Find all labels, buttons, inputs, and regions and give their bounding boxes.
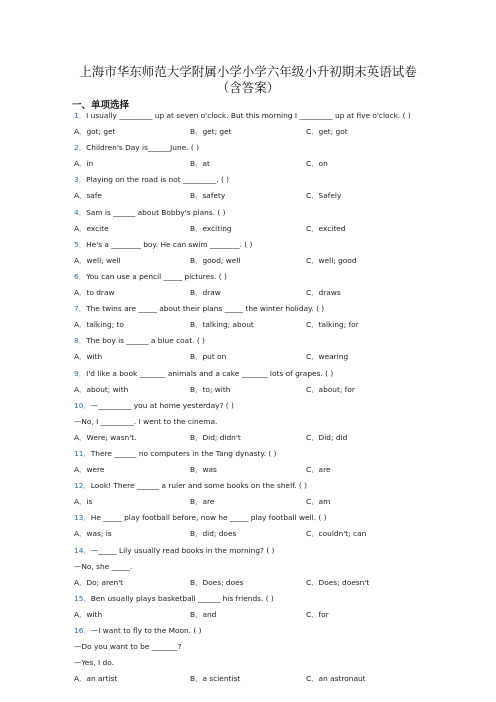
question-text: Children's Day is______June. ( ) — [86, 143, 200, 153]
question-text: The twins are _____ about their plans _____ the winter holiday. ( ) — [86, 304, 325, 314]
option-c: C．about; for — [306, 384, 355, 394]
option-a: A．safe — [74, 191, 102, 201]
option-c: C．wearing — [306, 352, 349, 362]
options-row — [74, 494, 434, 510]
option-b: B．to; with — [190, 384, 231, 394]
question-stem — [74, 205, 434, 221]
option-b: B．talking; about — [190, 320, 254, 330]
options-row — [74, 526, 434, 542]
option-c: C．am — [306, 497, 331, 507]
option-a: A．with — [74, 609, 103, 619]
option-c: C．Safely — [306, 191, 342, 201]
question-number: 1． — [74, 111, 87, 120]
option-c: C．get; got — [306, 127, 348, 137]
question-stem — [74, 446, 434, 462]
options-row — [74, 221, 434, 237]
option-c: C．draws — [306, 288, 341, 298]
option-a: A．were — [74, 465, 105, 475]
question-list — [74, 108, 434, 687]
question-stem — [74, 301, 434, 317]
section-heading: 一、单项选择 — [72, 100, 130, 111]
option-a: A．well; well — [74, 255, 121, 265]
option-b: B．get; get — [190, 127, 232, 137]
options-row — [74, 671, 434, 687]
option-b: B．Did; didn't — [190, 432, 241, 442]
option-c: C．for — [306, 609, 329, 619]
option-b: B．at — [190, 159, 210, 169]
option-a: A．in — [74, 159, 94, 169]
question-text: Playing on the road is not _________. ( ) — [86, 175, 230, 185]
question-stem — [74, 510, 434, 526]
option-c: C．are — [306, 465, 331, 475]
question-stem — [74, 140, 434, 156]
options-row — [74, 124, 434, 140]
question-number: 10． — [74, 400, 91, 410]
option-a: A．Were; wasn't. — [74, 432, 137, 442]
question-text: He _____ play football before, now he _____ play football well. ( ) — [90, 513, 327, 523]
dialogue-line: —No, I _________. I went to the cinema. — [74, 416, 218, 426]
options-row — [74, 156, 434, 172]
page-title: 上海市华东师范大学附属小学小学六年级小升初期末英语试卷 — [79, 64, 417, 79]
options-row — [74, 349, 434, 365]
dialogue-line: —No, she _____. — [74, 561, 133, 571]
question-text: —_____ Lily usually read books in the morning? ( ) — [90, 545, 275, 555]
option-c: C．on — [306, 159, 328, 169]
question-text: —_________ you at home yesterday? ( ) — [90, 400, 234, 410]
option-a: A．talking; to — [74, 320, 124, 330]
option-b: B．draw — [190, 288, 221, 298]
dialogue-line: —Do you want to be _______? — [74, 642, 182, 652]
question-number: 11． — [74, 448, 91, 458]
option-b: B．good; well — [190, 255, 241, 265]
options-row — [74, 607, 434, 623]
option-a: A．to draw — [74, 288, 115, 298]
option-b: B．safety — [190, 191, 226, 201]
question-number: 16． — [74, 626, 91, 635]
question-stem — [74, 269, 434, 285]
question-text: I'd like a book _______ animals and a cake _______ lots of grapes. ( ) — [86, 368, 334, 378]
question-text: You can use a pencil _____ pictures. ( ) — [86, 271, 227, 281]
question-stem — [74, 591, 434, 607]
option-b: B．put on — [190, 352, 227, 362]
option-a: A．Do; aren't — [74, 577, 124, 587]
option-c: C．couldn't; can — [306, 529, 367, 539]
page-subtitle: （含答案） — [216, 80, 280, 95]
question-number: 3． — [74, 175, 87, 185]
question-stem — [74, 478, 434, 494]
options-row — [74, 317, 434, 333]
question-number: 8． — [74, 336, 87, 346]
question-number: 15． — [74, 593, 91, 603]
question-number: 6． — [74, 271, 87, 281]
question-number: 7． — [74, 304, 87, 314]
option-c: C．well; good — [306, 255, 357, 265]
option-a: A．with — [74, 352, 103, 362]
option-b: B．a scientist — [190, 674, 241, 684]
question-stem — [74, 623, 434, 639]
option-a: A．is — [74, 497, 93, 507]
question-text: The boy is ______ a blue coat. ( ) — [86, 336, 205, 346]
question-stem — [74, 398, 434, 414]
option-b: B．did; does — [190, 529, 237, 539]
option-a: A．an artist — [74, 674, 118, 684]
options-row — [74, 575, 434, 591]
option-a: A．excite — [74, 223, 109, 233]
option-b: B．Does; does — [190, 577, 244, 587]
question-number: 9． — [74, 368, 87, 378]
options-row — [74, 430, 434, 446]
question-text: He's a ________ boy. He can swim ________. ( ) — [86, 239, 253, 249]
dialogue-line: —Yes, I do. — [74, 658, 114, 668]
question-stem — [74, 543, 434, 559]
options-row — [74, 462, 434, 478]
question-stem — [74, 333, 434, 349]
option-b: B．and — [190, 609, 217, 619]
question-number: 14． — [74, 545, 91, 555]
question-number: 2． — [74, 143, 87, 153]
options-row — [74, 253, 434, 269]
option-a: A．about; with — [74, 384, 129, 394]
question-text: —I want to fly to the Moon. ( ) — [90, 626, 202, 635]
option-b: B．was — [190, 465, 217, 475]
options-row — [74, 285, 434, 301]
option-a: A．was; is — [74, 529, 112, 539]
question-stem — [74, 366, 434, 382]
question-text: Look! There ______ a ruler and some books on the shelf. ( ) — [90, 481, 308, 491]
question-number: 13． — [74, 513, 91, 523]
question-stem — [74, 172, 434, 188]
option-b: B．are — [190, 497, 215, 507]
options-row — [74, 188, 434, 204]
option-c: C．Did; did — [306, 432, 348, 442]
question-stem — [74, 108, 434, 124]
option-c: C．excited — [306, 223, 346, 233]
question-stem — [74, 237, 434, 253]
question-text: There ______ no computers in the Tang dynasty. ( ) — [90, 448, 277, 458]
option-c: C．talking; for — [306, 320, 359, 330]
question-number: 12． — [74, 481, 91, 491]
question-text: Ben usually plays basketball ______ his friends. ( ) — [90, 593, 274, 603]
question-number: 5． — [74, 239, 87, 249]
options-row — [74, 382, 434, 398]
option-b: B．exciting — [190, 223, 232, 233]
question-number: 4． — [74, 207, 87, 217]
option-a: A．got; get — [74, 127, 116, 137]
option-c: C．an astronaut — [306, 674, 366, 684]
question-text: I usually _________ up at seven o'clock. But this morning I _________ up at five o'clock. ( ) — [86, 111, 411, 120]
question-text: Sam is ______ about Bobby's plans. ( ) — [86, 207, 226, 217]
option-c: C．Does; doesn't — [306, 577, 370, 587]
